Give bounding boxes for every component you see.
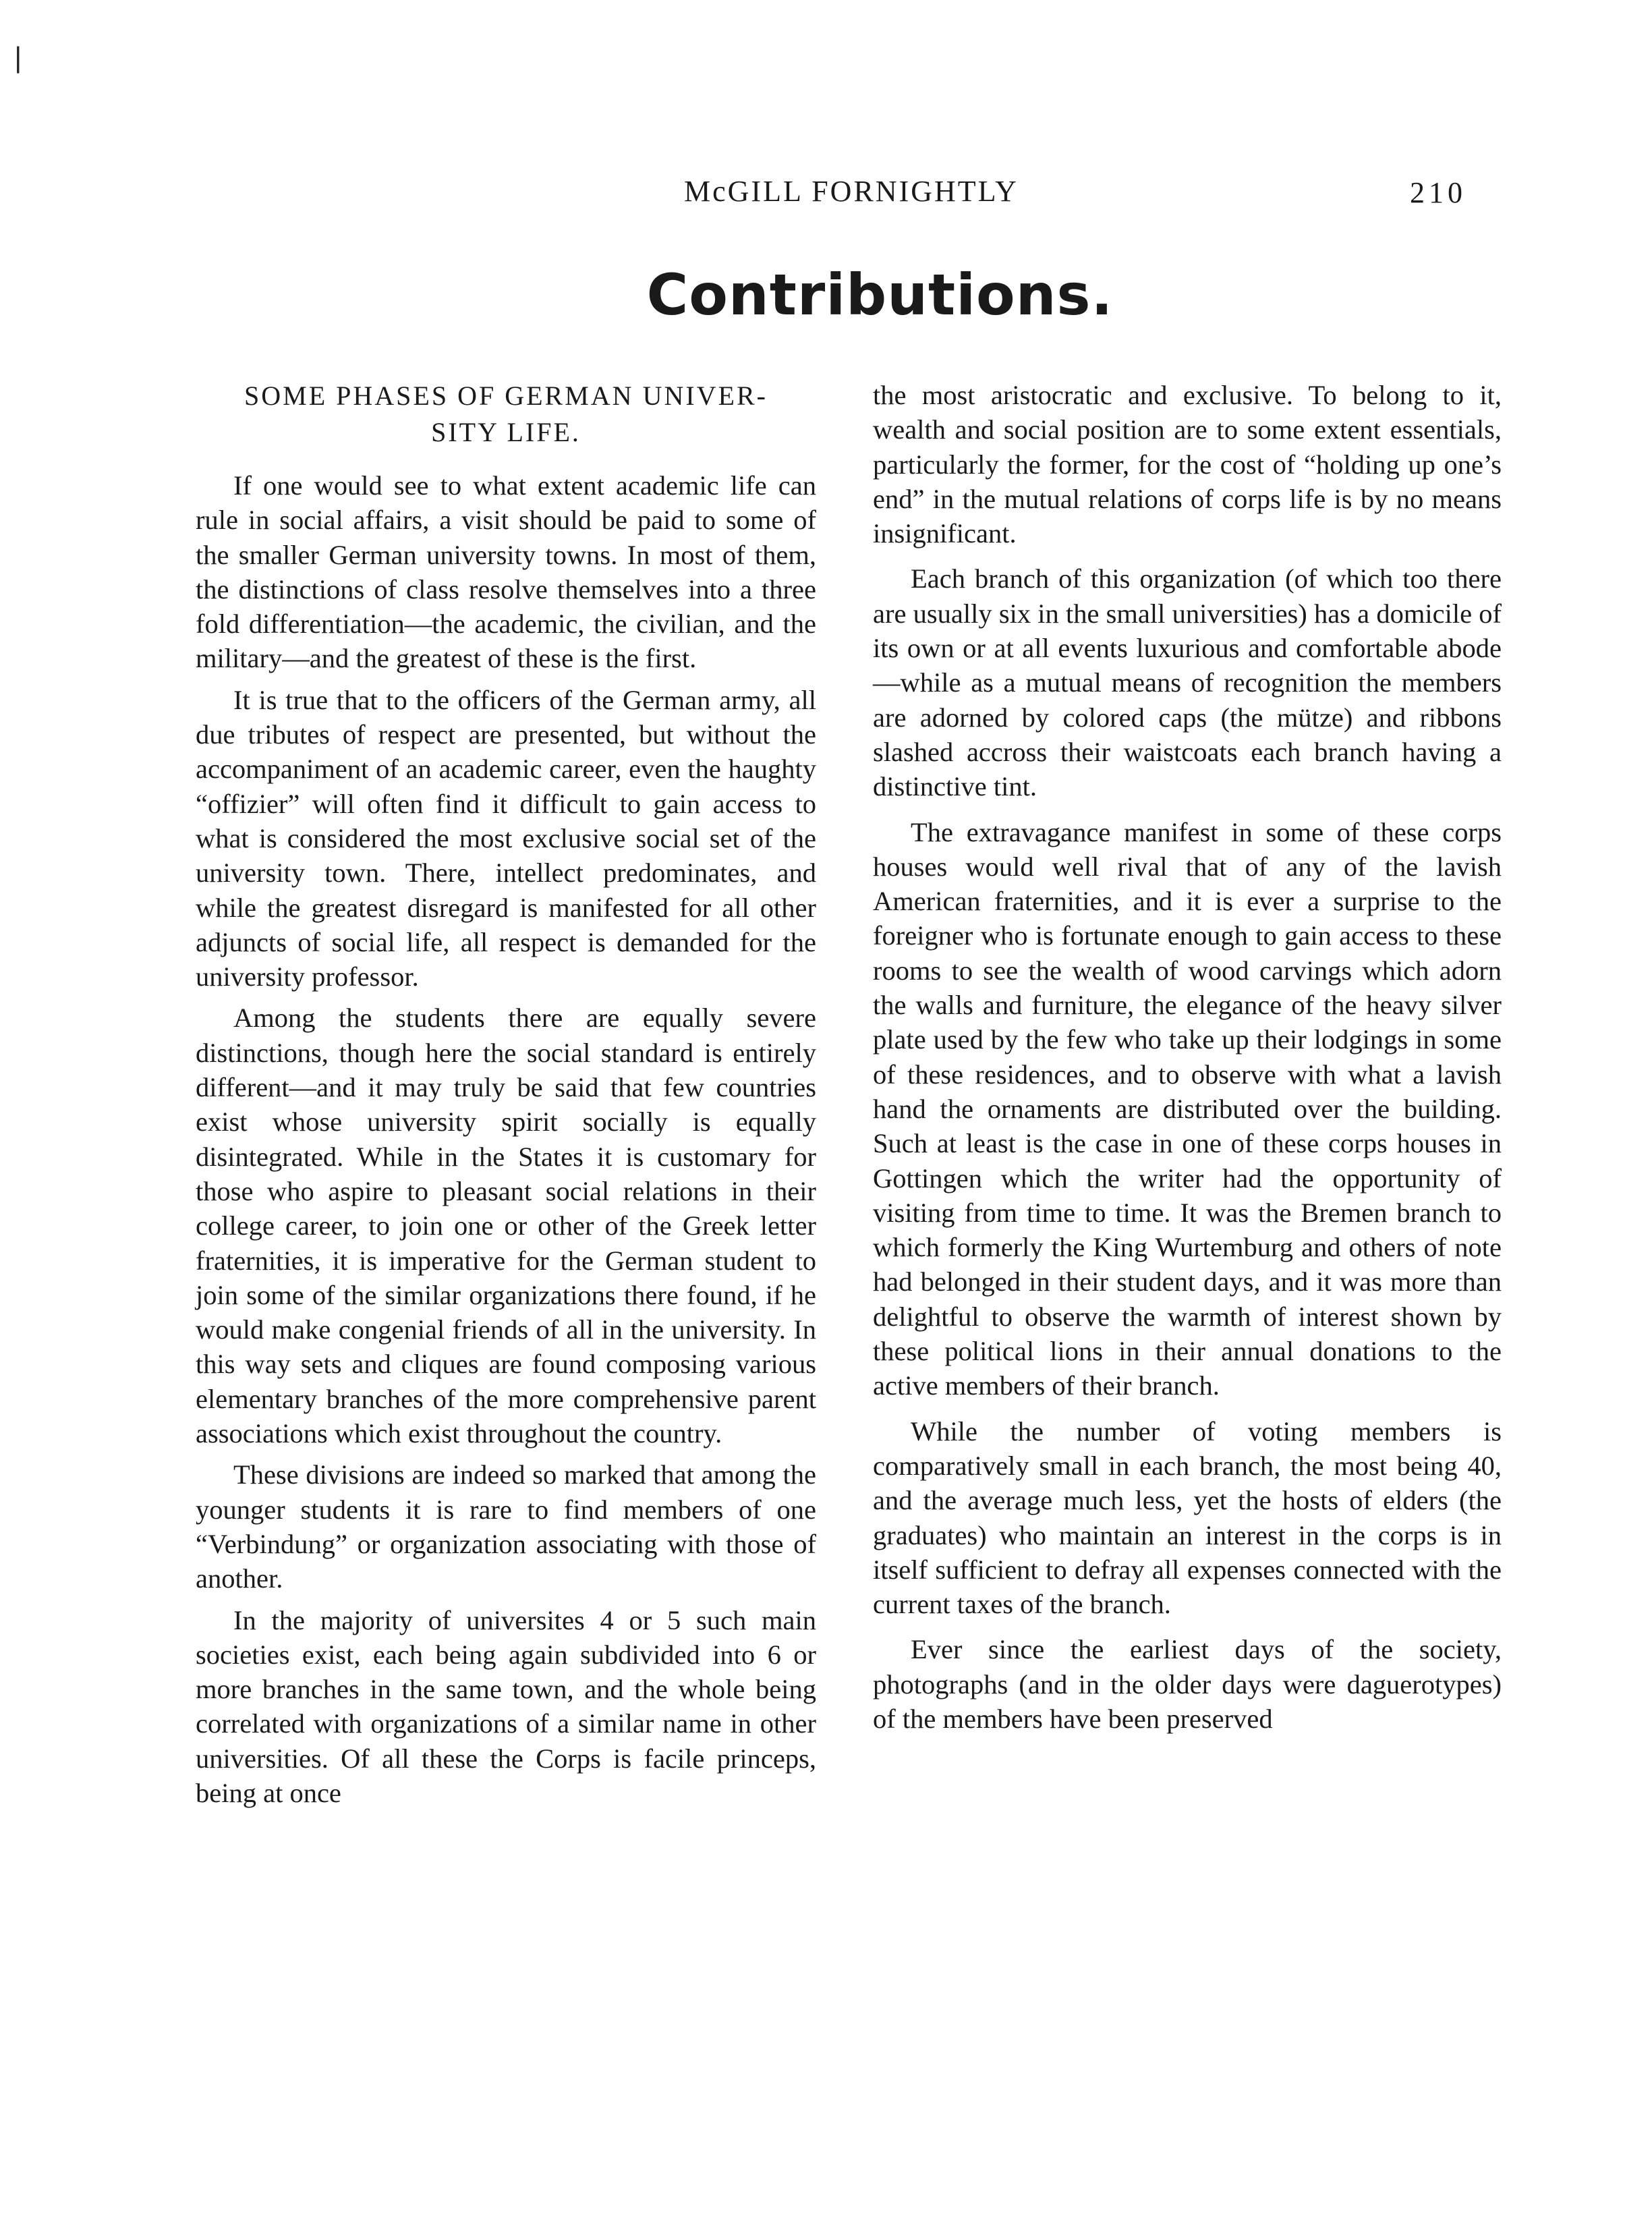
paragraph: If one would see to what extent academic life can rule in social affairs, a visit should be paid to some of the smaller German university towns. In most of them, the distinctions of class resolve themselves into a three fold differentiation—the academic, the civilian, and the military—and the greatest of these is the first. (196, 470, 816, 674)
paragraph-continuation: the most aristocratic and exclusive. To belong to it, wealth and social position are to some extent essentials, particularly the former, for the cost of “holding up one’s end” in the mutual relations of corps life is by no means insignificant. (873, 380, 1502, 549)
section-title: Contributions. (646, 262, 1114, 328)
page-header (684, 174, 1466, 217)
paragraph: Ever since the earliest days of the society, photographs (and in the older days were daguerotypes) of the members have been preserved (873, 1634, 1502, 1734)
page-number: 210 (1410, 176, 1466, 209)
paragraph: These divisions are indeed so marked that among the younger students it is rare to find members of one “Verbindung” or organization associating with those of another. (196, 1459, 816, 1594)
paragraph: Each branch of this organization (of which too there are usually six in the small universities) has a domicile of its own or at all events luxurious and comfortable abode—while as a mutual means of recognition the members are adorned by colored caps (the mütze) and ribbons slashed accross their waistcoats each branch having a distinctive tint. (873, 563, 1502, 802)
paragraph: The extravagance manifest in some of these corps houses would well rival that of any of the lavish American fraternities, and it is ever a surprise to the foreigner who is fortunate enough to gain access to these rooms to see the wealth of wood carvings which adorn the walls and furniture, the elegance of the heavy silver plate used by the few who take up their lodgings in some of these residences, and to observe with what a lavish hand the ornaments are distributed over the building. Such at least is the case in one of these corps houses in Gottingen which the writer had the opportunity of visiting from time to time. It was the Bremen branch to which formerly the King Wurtemburg and others of note had belonged in their student days, and it was more than delightful to observe the warmth of interest shown by these political lions in their annual donations to the active members of their branch. (873, 816, 1502, 1401)
right-column (873, 378, 1502, 1743)
left-column (196, 378, 816, 1817)
paragraph: It is true that to the officers of the German army, all due tributes of respect are presented, but without the accompaniment of an academic career, even the haughty “offizier” will often find it difficult to gain access to what is considered the most exclusive social set of the university town. There, intellect predominates, and while the greatest disregard is manifested for all other adjuncts of social life, all respect is demanded for the university professor. (196, 684, 816, 992)
paragraph: While the number of voting members is comparatively small in each branch, the most being 40, and the average much less, yet the hosts of elders (the graduates) who maintain an interest in the corps is in itself sufficient to defray all expenses connected with the current taxes of the branch. (873, 1415, 1502, 1620)
article-title-line-2: SITY LIFE. (431, 417, 581, 447)
article-title-line-1: SOME PHASES OF GERMAN UNIVER- (244, 381, 768, 411)
margin-mark: ❘ (7, 43, 30, 73)
running-title: McGILL FORNIGHTLY (684, 175, 1019, 208)
paragraph: Among the students there are equally severe distinctions, though here the social standard is entirely different—and it may truly be said that few countries exist whose university spirit socially is equally disintegrated. While in the States it is customary for those who aspire to pleasant social relations in their college career, to join one or other of the Greek letter fraternities, it is imperative for the German student to join some of the similar organizations there found, if he would make congenial friends of all in the university. In this way sets and cliques are found composing various elementary branches of the more comprehensive parent associations which exist throughout the country. (196, 1003, 816, 1449)
paragraph: In the majority of universites 4 or 5 such main societies exist, each being again subdivided into 6 or more branches in the same town, and the whole being correlated with organizations of a similar name in other universities. Of all these the Corps is facile princeps, being at once (196, 1604, 816, 1808)
article-title (196, 378, 816, 451)
